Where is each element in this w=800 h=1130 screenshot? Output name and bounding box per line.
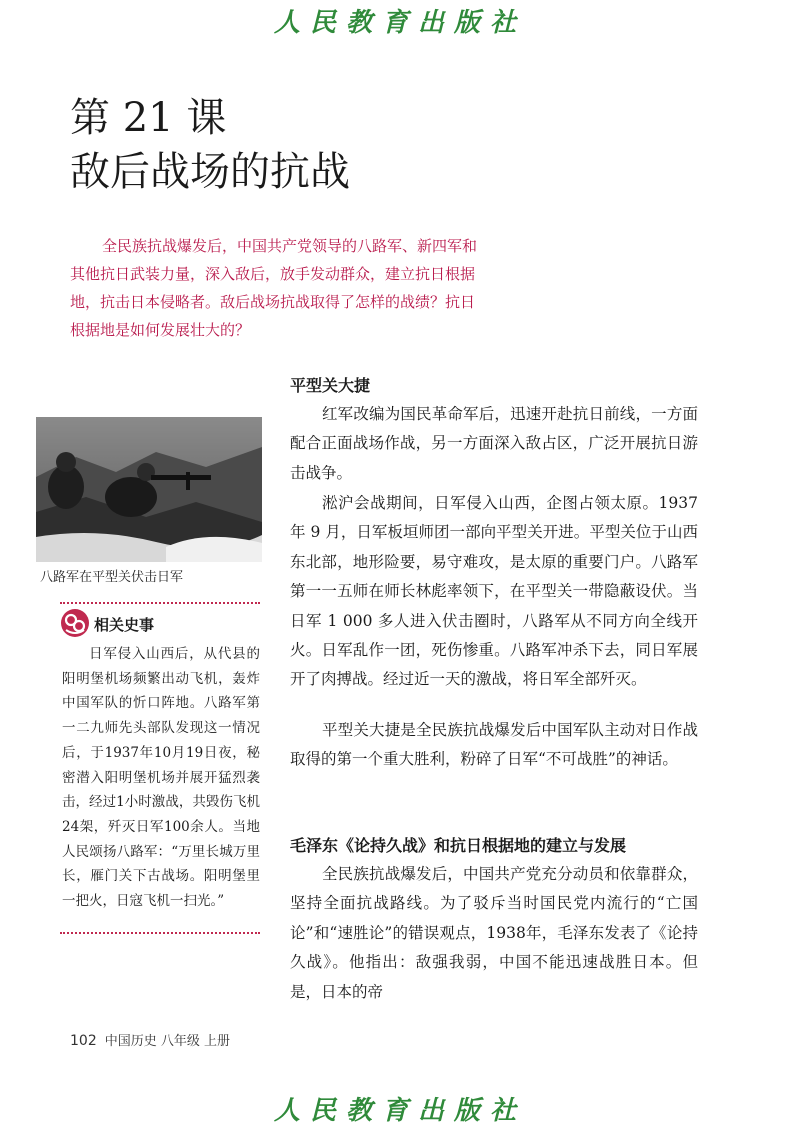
publisher-watermark-bottom: 人民教育出版社 <box>273 1096 526 1126</box>
sidebar-divider-top <box>60 602 260 604</box>
history-note-text: 日军侵入山西后，从代县的阳明堡机场频繁出动飞机，轰炸中国军队的忻口阵地。八路军第一二九师先头部队发现这一情况后，于1937年10月19日夜，秘密潜入阳明堡机场并展开猛烈袭击，经过1小时激战，共毁伤飞机24架，歼灭日军100余人。当地人民颂扬八路军：“万里长城万里长，雁门关下古战场。阳明堡里一把火，日寇飞机一扫光。” <box>62 646 260 910</box>
lesson-title: 敌后战场的抗战 <box>70 149 350 195</box>
body-paragraph: 全民族抗战爆发后，中国共产党充分动员和依靠群众，坚持全面抗战路线。为了驳斥当时国民党内流行的“亡国论”和“速胜论”的错误观点，1938年，毛泽东发表了《论持久战》。他指出：敌强我弱，中国不能迅速战胜日本。但是，日本的帝 <box>290 865 698 1001</box>
section-title-protracted-war: 毛泽东《论持久战》和抗日根据地的建立与发展 <box>290 836 627 855</box>
section-title-pingxingguan: 平型关大捷 <box>290 376 371 395</box>
lesson-intro: 全民族抗战爆发后，中国共产党领导的八路军、新四军和其他抗日武装力量，深入敌后，放手发动群众，建立抗日根据地，抗击日本侵略者。敌后战场抗战取得了怎样的战绩？抗日根据地是如何发展壮大的？ <box>70 237 478 339</box>
body-paragraph: 红军改编为国民革命军后，迅速开赴抗日前线，一方面配合正面战场作战，另一方面深入敌占区，广泛开展抗日游击战争。 <box>290 405 698 482</box>
page-footer <box>70 1030 230 1049</box>
sidebar-divider-bottom <box>60 932 260 934</box>
body-paragraph: 淞沪会战期间，日军侵入山西，企图占领太原。1937 年 9 月，日军板垣师团一部向平型关开进。平型关位于山西东北部，地形险要，易守难攻，是太原的重要门户。八路军第一一五师在师长林彪率领下，在平型关一带隐蔽设伏。当日军 1 000 多人进入伏击圈时，八路军从不同方向全线开火。日军乱作一团，死伤惨重。八路军冲杀下去，同日军展开了肉搏战。经过近一天的激战，将日军全部歼灭。 <box>290 494 698 689</box>
history-note-label: 相关史事 <box>94 616 155 634</box>
history-note-icon <box>60 608 90 638</box>
body-paragraph: 平型关大捷是全民族抗战爆发后中国军队主动对日作战取得的第一个重大胜利，粉碎了日军“不可战胜”的神话。 <box>290 721 698 769</box>
book-title: 中国历史 八年级 上册 <box>104 1034 230 1049</box>
publisher-watermark-top: 人民教育出版社 <box>273 8 526 38</box>
photo-caption: 八路军在平型关伏击日军 <box>40 570 184 585</box>
page-number: 102 <box>70 1033 97 1049</box>
battle-photo <box>36 417 262 562</box>
lesson-number: 第 21 课 <box>70 95 227 141</box>
